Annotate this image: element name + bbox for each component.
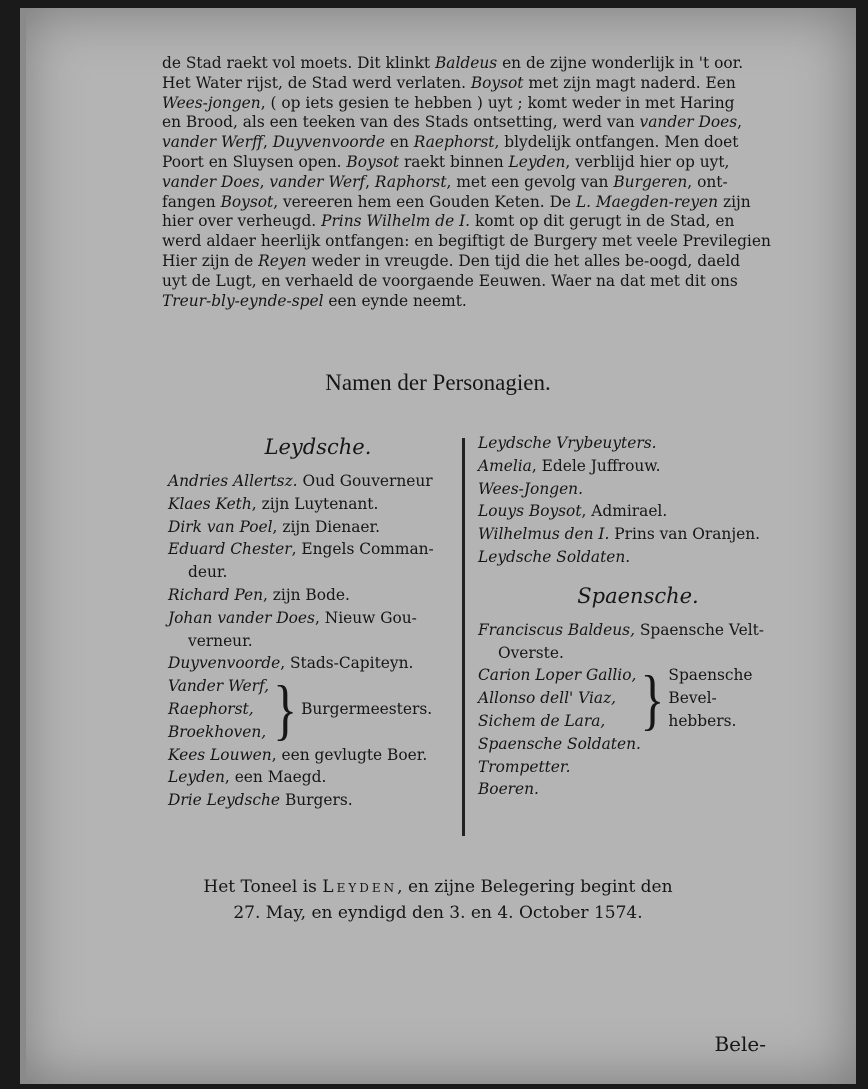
- character-name: Trompetter.: [478, 757, 571, 776]
- character-name: Broekhoven,: [168, 722, 267, 741]
- intro-line: [162, 54, 792, 74]
- intro-line: [162, 272, 792, 292]
- intro-text: ,: [259, 172, 270, 191]
- cast-entry: [478, 478, 798, 501]
- intro-line: [162, 113, 792, 133]
- character-role: , Stads-Capiteyn.: [280, 654, 414, 673]
- intro-name: vander Does: [162, 172, 260, 191]
- intro-text: raekt binnen: [399, 152, 509, 171]
- character-name: Louys Boysot: [478, 502, 582, 521]
- intro-name: Leyden: [508, 152, 566, 171]
- character-role: , zijn Dienaer.: [272, 517, 381, 536]
- character-name: Franciscus Baldeus,: [478, 620, 635, 639]
- intro-text: ,: [365, 172, 375, 191]
- character-name: Vander Werf,: [168, 677, 270, 696]
- intro-line: [162, 94, 792, 114]
- intro-text: , ont-: [687, 172, 728, 191]
- catchword: Bele-: [714, 1032, 766, 1056]
- intro-line: [162, 292, 792, 312]
- intro-name: Burgeren: [613, 172, 688, 191]
- cast-list-spanish-bottom: [478, 733, 798, 801]
- intro-name: Raphorst: [374, 172, 447, 191]
- column-title-spanish: Spaensche.: [577, 583, 699, 608]
- intro-text: ,: [737, 113, 743, 132]
- page-heading: Namen der Personagien.: [325, 370, 551, 395]
- cast-entry: [478, 523, 798, 546]
- character-name: Dirk van Poel: [168, 517, 273, 536]
- intro-line: [162, 153, 792, 173]
- intro-line: [162, 74, 792, 94]
- character-role: , een Maegd.: [224, 768, 327, 787]
- cast-entry: [168, 470, 468, 493]
- character-name: Carion Loper Gallio,: [478, 666, 637, 685]
- stage-text: Het Toneel is: [203, 877, 323, 897]
- stage-city: Leyden: [322, 877, 398, 897]
- character-role: Spaensche Velt-: [634, 620, 764, 639]
- intro-text: werd aldaer heerlijk ontfangen: en begiftigt de Burgery met veele Previlegien: [162, 232, 771, 251]
- character-name: Spaensche Soldaten.: [478, 734, 641, 753]
- intro-text: met zijn magt naderd. Een: [523, 73, 736, 92]
- stage-line-1: [20, 874, 856, 900]
- brace-icon: }: [640, 660, 665, 737]
- group-label-line: hebbers.: [668, 711, 737, 730]
- intro-line: [162, 173, 792, 193]
- intro-name: Boysot: [220, 192, 274, 211]
- character-name: Allonso dell' Viaz,: [478, 689, 617, 708]
- cast-entry: [168, 652, 468, 675]
- character-role: Burgers.: [280, 791, 353, 810]
- cast-entry: [478, 733, 798, 756]
- intro-line: [162, 212, 792, 232]
- character-role: verneur.: [188, 631, 253, 650]
- intro-name: Baldeus: [434, 54, 498, 72]
- cast-entry: [478, 778, 798, 801]
- cast-entry: [478, 619, 798, 642]
- intro-text: , verblijd hier op uyt,: [565, 152, 730, 171]
- intro-text: weder in vreugde. Den tijd die het alles be-oogd, daeld: [306, 251, 741, 270]
- cast-entry: [168, 493, 468, 516]
- character-role: , een gevlugte Boer.: [271, 745, 428, 764]
- intro-name: vander Does: [639, 113, 738, 132]
- intro-name: Treur-bly-eynde-spel: [162, 291, 324, 310]
- intro-text: en de zijne wonderlijk in 't oor.: [497, 54, 744, 72]
- cast-entry: [168, 516, 468, 539]
- character-name: Wilhelmus den I.: [478, 525, 610, 544]
- character-role: , Engels Comman-: [291, 540, 434, 559]
- stage-line-2: 27. May, en eyndigd den 3. en 4. October 1574.: [233, 903, 643, 923]
- intro-name: Raephorst: [413, 133, 495, 152]
- cast-column-right: [478, 432, 798, 801]
- cast-entry: [478, 756, 798, 779]
- stage-setting-note: [20, 874, 856, 926]
- intro-text: , blydelijk ontfangen. Men doet: [494, 133, 739, 152]
- commander-names: [478, 664, 636, 732]
- character-name: Richard Pen: [168, 585, 264, 604]
- intro-text: , vereeren hem een Gouden Keten. De: [273, 192, 576, 211]
- character-role: , Admirael.: [581, 502, 668, 521]
- cast-column-leyden: [168, 432, 468, 812]
- intro-text: , ( op iets gesien te hebben ) uyt ; komt weder in met Haring: [260, 93, 735, 112]
- intro-line: [162, 133, 792, 153]
- cast-entry: [478, 642, 798, 665]
- cast-entry: [168, 561, 468, 584]
- intro-text: fangen: [162, 192, 221, 211]
- cast-list-leyden-bottom: [168, 744, 468, 812]
- cast-entry: [168, 789, 468, 812]
- cast-entry: [168, 630, 468, 653]
- character-role: Overste.: [498, 643, 564, 662]
- character-role: Oud Gouverneur: [297, 472, 433, 490]
- commanders-label: [668, 664, 752, 732]
- group-label-line: Spaensche: [668, 666, 753, 685]
- intro-text: , met een gevolg van: [446, 172, 614, 191]
- character-role: , zijn Luytenant.: [251, 494, 379, 513]
- stage-text: , en zijne Belegering begint den: [397, 877, 673, 897]
- column-title-leyden: Leydsche.: [264, 435, 372, 459]
- character-name: Kees Louwen: [168, 745, 272, 764]
- intro-text: Hier zijn de: [162, 251, 259, 270]
- intro-text: Poort en Sluysen open.: [162, 152, 347, 171]
- character-name: Sichem de Lara,: [478, 711, 606, 730]
- character-name: Klaes Keth: [168, 494, 252, 513]
- character-name: Amelia: [478, 456, 532, 475]
- cast-list-leyden-top: [168, 470, 468, 675]
- intro-text: en: [384, 133, 414, 152]
- cast-entry: [168, 766, 468, 789]
- cast-entry: [168, 607, 468, 630]
- character-name: Duyvenvoorde: [168, 654, 281, 673]
- intro-text: uyt de Lugt, en verhaeld de voorgaende Eeuwen. Waer na dat met dit ons: [162, 271, 738, 290]
- character-name: Leyden: [168, 768, 225, 787]
- commanders-group: [478, 660, 798, 737]
- intro-text: ,: [262, 133, 273, 152]
- character-name: Leydsche Soldaten.: [478, 547, 631, 566]
- character-name: Eduard Chester: [168, 540, 292, 559]
- intro-line: [162, 252, 792, 272]
- character-name: Leydsche Vrybeuyters.: [478, 434, 657, 452]
- intro-text: Het Water rijst, de Stad werd verlaten.: [162, 73, 471, 92]
- book-page: [20, 8, 856, 1084]
- character-name: Andries Allertsz.: [168, 472, 298, 490]
- cast-entry: [168, 744, 468, 767]
- brace-icon: }: [273, 671, 298, 748]
- intro-text: zijn: [718, 192, 751, 211]
- burgomaster-names: [168, 675, 269, 743]
- intro-name: Boysot: [470, 73, 524, 92]
- burgomasters-group: [168, 671, 468, 748]
- intro-name: vander Werff: [162, 133, 263, 152]
- intro-line: [162, 193, 792, 213]
- character-name: Johan vander Does: [168, 608, 315, 627]
- intro-text: en Brood, als een teeken van des Stads ontsetting, werd van: [162, 113, 640, 132]
- character-role: , zijn Bode.: [263, 585, 350, 604]
- cast-entry: [478, 432, 798, 455]
- intro-name: Wees-jongen: [162, 93, 261, 112]
- intro-text: de Stad raekt vol moets. Dit klinkt: [162, 54, 435, 72]
- intro-name: Duyvenvoorde: [272, 133, 385, 152]
- intro-name: L. Maegden-reyen: [575, 192, 719, 211]
- character-name: Boeren.: [478, 780, 539, 799]
- intro-name: Reyen: [258, 251, 307, 270]
- character-name: Raephorst,: [168, 699, 254, 718]
- cast-entry: [478, 546, 798, 569]
- character-role: , Nieuw Gou-: [314, 608, 417, 627]
- character-role: , Edele Juffrouw.: [531, 456, 661, 475]
- character-role: deur.: [188, 563, 228, 582]
- intro-name: Prins Wilhelm de I.: [321, 212, 471, 231]
- group-label-line: Bevel-: [668, 689, 717, 708]
- character-name: Wees-Jongen.: [478, 479, 583, 498]
- intro-text: hier over verheugd.: [162, 212, 322, 231]
- cast-entry: [478, 500, 798, 523]
- intro-paragraph: [162, 54, 792, 311]
- intro-name: vander Werf: [269, 172, 366, 191]
- cast-entry: [168, 538, 468, 561]
- cast-list-spanish-top: [478, 619, 798, 665]
- character-name: Drie Leydsche: [168, 791, 281, 810]
- intro-line: [162, 232, 792, 252]
- burgomasters-label: Burgermeesters.: [301, 699, 433, 718]
- cast-list-leyden-allies: [478, 432, 798, 569]
- cast-entry: [168, 584, 468, 607]
- intro-text: komt op dit gerugt in de Stad, en: [470, 212, 735, 231]
- character-role: Prins van Oranjen.: [609, 525, 761, 544]
- intro-text: een eynde neemt.: [323, 291, 467, 310]
- cast-entry: [478, 455, 798, 478]
- intro-name: Boysot: [346, 152, 400, 171]
